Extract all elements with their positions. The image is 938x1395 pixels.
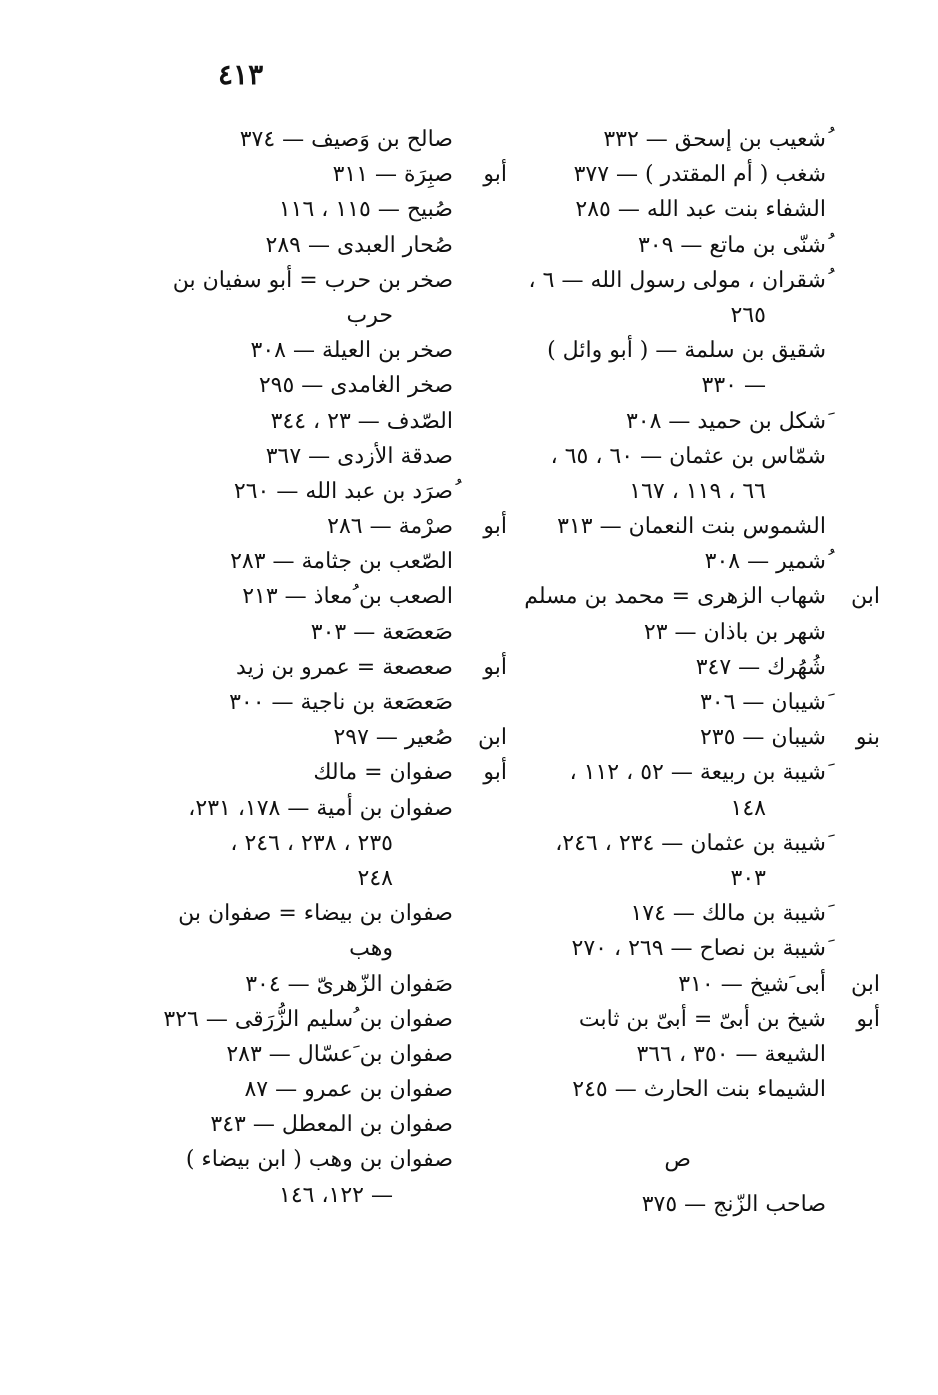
entry-text: الشموس بنت النعمان — ٣١٣ xyxy=(557,514,826,540)
index-entry xyxy=(123,967,453,1002)
index-entry xyxy=(123,931,453,966)
entry-text: شمّاس بن عثمان — ٦٠ ، ٦٥ ، xyxy=(550,443,826,469)
entry-text: صالح بن وَصيف — ٣٧٤ xyxy=(239,127,453,152)
entry-text: صبِرَة — ٣١١ xyxy=(332,162,453,188)
index-entry xyxy=(123,509,507,544)
entry-continuation: — ١٢٢، ١٤٦ xyxy=(279,1182,393,1208)
entry-prefix: ابن xyxy=(851,584,880,610)
index-entry xyxy=(516,157,826,192)
entry-text: ُشمير — ٣٠٨ xyxy=(704,549,826,575)
index-entry xyxy=(516,755,826,790)
index-entry xyxy=(516,333,826,368)
index-entry xyxy=(123,298,453,333)
index-entry xyxy=(516,192,826,227)
entry-prefix: بنو xyxy=(855,725,880,751)
entry-text: صفوان بن المعطل — ٣٤٣ xyxy=(210,1112,453,1138)
index-entry xyxy=(123,122,453,157)
index-entry xyxy=(516,1037,826,1072)
index-entry xyxy=(123,404,453,439)
entry-text: ُصرَد بن عبد الله — ٢٦٠ xyxy=(233,478,453,504)
entry-text: صخر بن حرب = أبو سفيان بن xyxy=(172,267,453,293)
entry-text: صفوان بن ُسليم الزُّرَقى — ٣٢٦ xyxy=(163,1006,453,1032)
index-entry xyxy=(516,439,826,474)
entry-text: شهاب الزهرى = محمد بن مسلم xyxy=(524,584,826,610)
index-entry xyxy=(516,931,826,966)
entry-text: َشيبان — ٣٠٦ xyxy=(699,690,826,715)
entry-continuation: ٦٦ ، ١١٩ ، ١٦٧ xyxy=(629,478,766,504)
index-entry xyxy=(123,1037,453,1072)
entry-text: صفوان بن وهب ( ابن بيضاء ) xyxy=(185,1147,453,1173)
index-entry xyxy=(123,228,453,263)
index-column-left xyxy=(123,122,507,1213)
entry-text: أبى َشيخ — ٣١٠ xyxy=(678,971,826,997)
index-entry xyxy=(123,1072,453,1107)
index-entry xyxy=(516,826,826,861)
entry-text: ُشعيب بن إسحق — ٣٣٢ xyxy=(603,127,826,152)
entry-text: صَفوان الزّهرىّ — ٣٠٤ xyxy=(245,971,453,997)
entry-text: الشيماء بنت الحارث — ٢٤٥ xyxy=(572,1077,826,1103)
index-entry xyxy=(123,1178,453,1213)
entry-prefix: ابن xyxy=(478,725,507,751)
index-entry xyxy=(516,228,826,263)
entry-prefix: أبو xyxy=(483,760,507,786)
index-entry xyxy=(516,1072,826,1107)
entry-continuation: حرب xyxy=(346,302,393,328)
index-entry xyxy=(123,1142,453,1177)
index-entry xyxy=(123,544,453,579)
index-column-right xyxy=(516,122,880,1223)
entry-prefix: أبو xyxy=(483,654,507,680)
entry-text: شقيق بن سلمة — ( أبو وائل ) xyxy=(547,338,826,364)
entry-text: َشكل بن حميد — ٣٠٨ xyxy=(625,408,826,434)
index-entry xyxy=(516,896,826,931)
entry-continuation: وهب xyxy=(349,936,393,962)
entry-prefix: أبو xyxy=(483,162,507,188)
index-entry xyxy=(516,967,880,1002)
entry-prefix: أبو xyxy=(483,514,507,540)
entry-text: شيبان — ٢٣٥ xyxy=(699,725,826,751)
index-entry xyxy=(516,509,826,544)
index-entry xyxy=(516,791,826,826)
entry-text: شيخ بن أبىّ = أبىّ بن ثابت xyxy=(578,1006,826,1032)
entry-text: صفوان بن َعسّال — ٢٨٣ xyxy=(226,1041,453,1067)
entry-text: صخر بن العيلة — ٣٠٨ xyxy=(250,338,453,364)
index-entry xyxy=(123,861,453,896)
index-entry xyxy=(123,685,453,720)
entry-text: الصّدف — ٢٣ ، ٣٤٤ xyxy=(270,408,453,434)
index-entry xyxy=(516,263,826,298)
index-entry xyxy=(123,791,453,826)
entry-continuation: ٢٣٥ ، ٢٣٨ ، ٢٤٦ ، xyxy=(230,830,393,856)
entry-text: صدقة الأزدى — ٣٦٧ xyxy=(265,443,453,469)
entry-prefix: ابن xyxy=(851,971,880,997)
entry-text: الشيعة — ٣٥٠ ، ٣٦٦ xyxy=(636,1041,826,1067)
entry-text: صفوان بن بيضاء = صفوان بن xyxy=(178,901,453,927)
section-letter-heading: ص xyxy=(664,1147,691,1173)
entry-text: َشيبة بن مالك — ١٧٤ xyxy=(630,901,826,927)
index-entry xyxy=(123,650,507,685)
entry-text: صفوان بن أمية — ١٧٨، ٢٣١، xyxy=(188,795,453,821)
index-entry xyxy=(516,650,826,685)
index-entry xyxy=(123,896,453,931)
entry-text: صرْمة — ٢٨٦ xyxy=(327,514,453,540)
entry-continuation: ١٤٨ xyxy=(730,795,766,821)
entry-text: صفوان بن عمرو — ٨٧ xyxy=(244,1077,453,1103)
index-entry xyxy=(123,826,453,861)
index-entry xyxy=(516,544,826,579)
entry-text: صُعير — ٢٩٧ xyxy=(333,725,453,751)
entry-text: َشيبة بن عثمان — ٢٣٤ ، ٢٤٦، xyxy=(555,830,826,856)
index-entry xyxy=(123,1107,453,1142)
entry-text: الصعب بن ُمعاذ — ٢١٣ xyxy=(242,584,453,610)
index-entry xyxy=(123,368,453,403)
entry-text: َشيبة بن نصاح — ٢٦٩ ، ٢٧٠ xyxy=(571,936,826,962)
entry-text: صَعصَعة — ٣٠٣ xyxy=(310,619,453,645)
page-number: ٤١٣ xyxy=(218,58,264,91)
index-entry xyxy=(516,579,880,614)
index-entry xyxy=(516,298,826,333)
entry-text: الصّعب بن جثامة — ٢٨٣ xyxy=(230,549,453,575)
index-entry xyxy=(516,861,826,896)
entry-continuation: ٣٠٣ xyxy=(730,865,766,891)
entry-text: صُبيح — ١١٥ ، ١١٦ xyxy=(278,197,453,223)
entry-text: شغب ( أم المقتدر ) — ٣٧٧ xyxy=(573,162,826,188)
index-entry xyxy=(516,685,826,720)
index-entry xyxy=(516,1002,880,1037)
index-entry xyxy=(516,404,826,439)
entry-text: َشيبة بن ربيعة — ٥٢ ، ١١٢ ، xyxy=(569,760,826,786)
index-entry xyxy=(123,579,453,614)
index-entry xyxy=(516,474,826,509)
entry-continuation: ٢٦٥ xyxy=(730,302,766,328)
index-entry xyxy=(516,368,826,403)
entry-text: شهر بن باذان — ٢٣ xyxy=(643,619,826,645)
entry-continuation: ٢٤٨ xyxy=(357,865,393,891)
index-entry xyxy=(516,615,826,650)
entry-text: شُهُرك — ٣٤٧ xyxy=(695,654,826,680)
index-entry xyxy=(516,720,880,755)
entry-text: ُشنّى بن ماتع — ٣٠٩ xyxy=(637,232,826,258)
index-entry xyxy=(516,1187,826,1222)
index-entry xyxy=(123,439,453,474)
entry-text: صاحب الزّنج — ٣٧٥ xyxy=(641,1192,826,1218)
entry-prefix: أبو xyxy=(856,1006,880,1032)
entry-text: الشفاء بنت عبد الله — ٢٨٥ xyxy=(575,197,826,223)
entry-text: صخر الغامدى — ٢٩٥ xyxy=(258,373,453,399)
index-entry xyxy=(123,263,453,298)
index-entry xyxy=(123,333,453,368)
index-entry xyxy=(516,122,826,157)
entry-text: ُشقران ، مولى رسول الله — ٦ ، xyxy=(528,267,826,293)
index-entry xyxy=(123,1002,453,1037)
index-entry xyxy=(123,720,507,755)
entry-text: صَعصَعة بن ناجية — ٣٠٠ xyxy=(229,690,453,715)
entry-text: صُحار العبدى — ٢٨٩ xyxy=(265,232,453,258)
entry-continuation: — ٣٣٠ xyxy=(701,373,766,399)
index-entry xyxy=(123,192,453,227)
index-entry xyxy=(123,474,453,509)
entry-text: صعصعة = عمرو بن زيد xyxy=(236,654,453,680)
index-entry xyxy=(123,615,453,650)
entry-text: صفوان = مالك xyxy=(313,760,453,786)
index-entry xyxy=(123,157,507,192)
index-entry xyxy=(123,755,507,790)
